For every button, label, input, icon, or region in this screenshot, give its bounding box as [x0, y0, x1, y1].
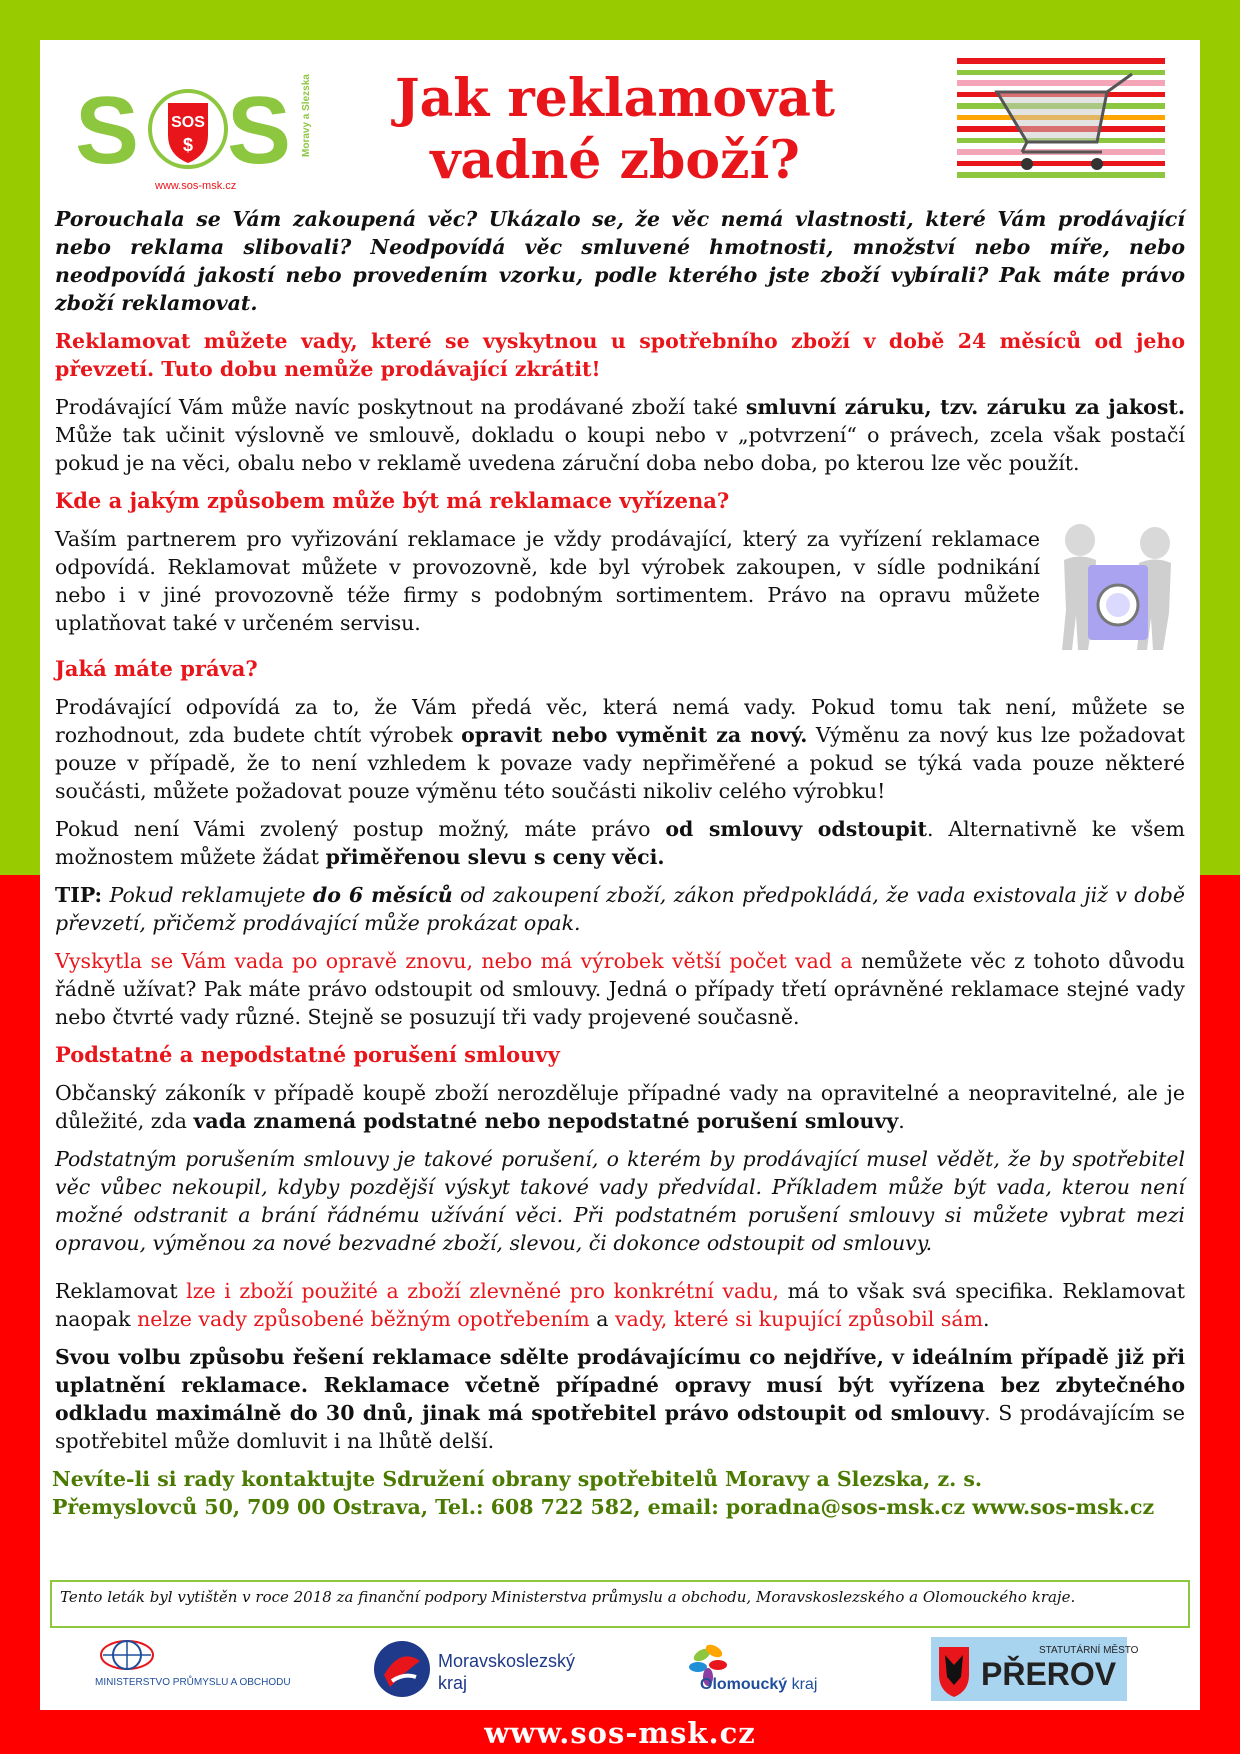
section-breach-heading: Podstatné a nepodstatné porušení smlouvy [55, 1042, 560, 1067]
svg-text:S: S [75, 77, 140, 184]
repair-workers-image [1050, 515, 1185, 655]
prerov-logo [931, 1637, 1139, 1701]
olk-line-2: kraj [791, 1676, 818, 1693]
svg-text:S: S [227, 77, 292, 184]
deadline-highlight: Svou volbu způsobu řešení reklamace sdělte prodávajícímu co nejdříve, v ideálním případě již při uplatnění reklamace. Reklamace včetně případné opravy musí být vyřízena bez zbytečného odkladu maximálně do 30 dnů, jinak má spotřebitel právo odstoupit od smlouvy [55, 1345, 1185, 1425]
svg-text:$: $ [182, 135, 194, 155]
support-note: Tento leták byl vytištěn v roce 2018 za finanční podpory Ministerstva průmyslu a obchodu, Moravskoslezského a Olomouckého kraje. [50, 1580, 1190, 1628]
msk-line-2: kraj [438, 1673, 468, 1693]
rights-paragraph-1: Prodávající odpovídá za to, že Vám předá věc, která nemá vady. Pokud tomu tak není, můžete se rozhodnout, zda budete chtít výrobek opravit nebo vyměnit za nový. Výměnu za nový kus lze požadovat pouze v případě, že to není vzhledem k povaze vady nepřiměřené a pokud se týká vada pouze některé součásti, můžete požadovat pouze výměnu této součásti nikoliv celého výrobku! [55, 695, 1185, 803]
rights-highlight-repair: opravit nebo vyměnit za nový. [461, 723, 808, 747]
contact-line-2: Přemyslovců 50, 709 00 Ostrava, Tel.: 608 722 582, email: poradna@sos-msk.cz www.sos-msk.cz [52, 1495, 1155, 1519]
shopping-cart-image [957, 52, 1165, 190]
mpo-logo-text: MINISTERSTVO PRŮMYSLU A OBCHODU [95, 1677, 291, 1688]
contact-line-1: Nevíte-li si rady kontaktujte Sdružení obrany spotřebitelů Moravy a Slezska, z. s. [52, 1467, 983, 1491]
rights-paragraph-2: Pokud není Vámi zvolený postup možný, máte právo od smlouvy odstoupit. Alternativně ke všem možnostem můžete žádat přiměřenou slevu s ceny věci. [55, 817, 1185, 869]
warranty-paragraph: Prodávající Vám může navíc poskytnout na prodávané zboží také smluvní záruku, tzv. záruku za jakost. Může tak učinit výslovně ve smlouvě, dokladu o koupi nebo v „potvrzení“ o právech, zcela však postačí pokud je na věci, obalu nebo v reklamě uvedena záruční doba nebo doba, po kterou lze věc použít. [55, 395, 1185, 475]
msk-line-1: Moravskoslezský [438, 1651, 576, 1671]
olomoucky-kraj-logo [680, 1637, 830, 1701]
where-paragraph: Vaším partnerem pro vyřizování reklamace je vždy prodávající, který za vyřízení reklamace odpovídá. Reklamovat můžete v provozovně, kde byl výrobek zakoupen, v sídle podnikání nebo i v jiné provozovně téže firmy s podobným sortimentem. Právo na opravu můžete uplatňovat také v určeném servisu. [55, 527, 1040, 635]
logo-side-text: Moravy a Slezska [301, 74, 312, 157]
breach-italic-paragraph: Podstatným porušením smlouvy je takové porušení, o kterém by prodávající musel vědět, že by spotřebitel věc vůbec nekoupil, kdyby pozdější výskyt takové vady předvídal. Příkladem může být vada, kterou není možné odstranit a brání řádnému užívání věci. Při podstatném porušení smlouvy si můžete vybrat mezi opravou, výměnou za nové bezvadné zboží, slevou, či dokonce odstoupit od smlouvy. [55, 1147, 1185, 1255]
complaint-period: Reklamovat můžete vady, které se vyskytnou u spotřebního zboží v době 24 měsíců od jeho převzetí. Tuto dobu nemůže prodávající zkrátit! [55, 329, 1185, 381]
moravskoslezsky-kraj-logo [370, 1637, 576, 1701]
prerov-small: STATUTÁRNÍ MĚSTO [1039, 1645, 1139, 1656]
section-where-heading: Kde a jakým způsobem může být má reklamace vyřízena? [55, 488, 730, 513]
title-line-2: vadné zboží? [430, 130, 800, 191]
rights-highlight-discount: přiměřenou slevu s ceny věci. [325, 845, 665, 869]
rights-highlight-withdraw: od smlouvy odstoupit [665, 817, 927, 841]
repeat-defect-red: Vyskytla se Vám vada po opravě znovu, nebo má výrobek větší počet vad a [55, 949, 853, 973]
page-title [335, 68, 895, 192]
logo-url: www.sos-msk.cz [155, 180, 237, 192]
repeat-defect-paragraph: Vyskytla se Vám vada po opravě znovu, nebo má výrobek větší počet vad a nemůžete věc z tohoto důvodu řádně užívat? Pak máte právo odstoupit od smlouvy. Jedná o případy třetí oprávněné reklamace stejné vady nebo čtvrté vady různé. Stejně se posuzují tři vady projevené současně. [55, 949, 1185, 1029]
prerov-name: PŘEROV [981, 1656, 1117, 1692]
breach-highlight: vada znamená podstatné nebo nepodstatné porušení smlouvy [193, 1109, 899, 1133]
leaflet-page [40, 40, 1200, 1710]
deadline-paragraph: Svou volbu způsobu řešení reklamace sdělte prodávajícímu co nejdříve, v ideálním případě již při uplatnění reklamace. Reklamace včetně případné opravy musí být vyřízena bez zbytečného odkladu maximálně do 30 dnů, jinak má spotřebitel právo odstoupit od smlouvy. S prodávajícím se spotřebitel může domluvit i na lhůtě delší. [55, 1345, 1185, 1453]
sponsor-logos [40, 1637, 1200, 1705]
breach-paragraph: Občanský zákoník v případě koupě zboží nerozděluje případné vady na opravitelné a neopravitelné, ale je důležité, zda vada znamená podstatné nebo nepodstatné porušení smlouvy. [55, 1081, 1185, 1133]
mpo-logo [95, 1637, 291, 1701]
svg-text:SOS: SOS [171, 114, 205, 131]
intro-paragraph: Porouchala se Vám zakoupená věc? Ukázalo se, že věc nemá vlastnosti, které Vám prodávající nebo reklama slibovali? Neodpovídá věc smluvené hmotnosti, množství nebo míře, nebo neodpovídá jakostí nebo provedením vzorku, podle kterého jste zboží vybírali? Pak máte právo zboží reklamovat. [55, 207, 1185, 315]
sos-logo [75, 75, 315, 195]
used-goods-paragraph: Reklamovat lze i zboží použité a zboží zlevněné pro konkrétní vadu, má to však svá specifika. Reklamovat naopak nelze vady způsobené běžným opotřebením a vady, které si kupující způsobil sám. [55, 1279, 1185, 1331]
header [55, 40, 1185, 205]
warranty-highlight: smluvní záruku, tzv. záruku za jakost. [745, 395, 1185, 419]
contact-block [52, 1465, 1185, 1521]
section-where [55, 525, 1185, 655]
footer-url: www.sos-msk.cz [484, 1716, 756, 1750]
title-line-1: Jak reklamovat [394, 68, 836, 129]
tip-highlight: do 6 měsíců [312, 883, 453, 907]
olk-line-1: Olomoucký [700, 1676, 788, 1693]
svg-text:Olomoucký kraj [700, 1676, 817, 1693]
tip-label: TIP: [55, 883, 103, 907]
section-rights-heading: Jaká máte práva? [55, 656, 258, 681]
tip-paragraph: TIP: Pokud reklamujete do 6 měsíců od zakoupení zboží, zákon předpokládá, že vada existovala již v době převzetí, přičemž prodávající může prokázat opak. [55, 883, 1185, 935]
